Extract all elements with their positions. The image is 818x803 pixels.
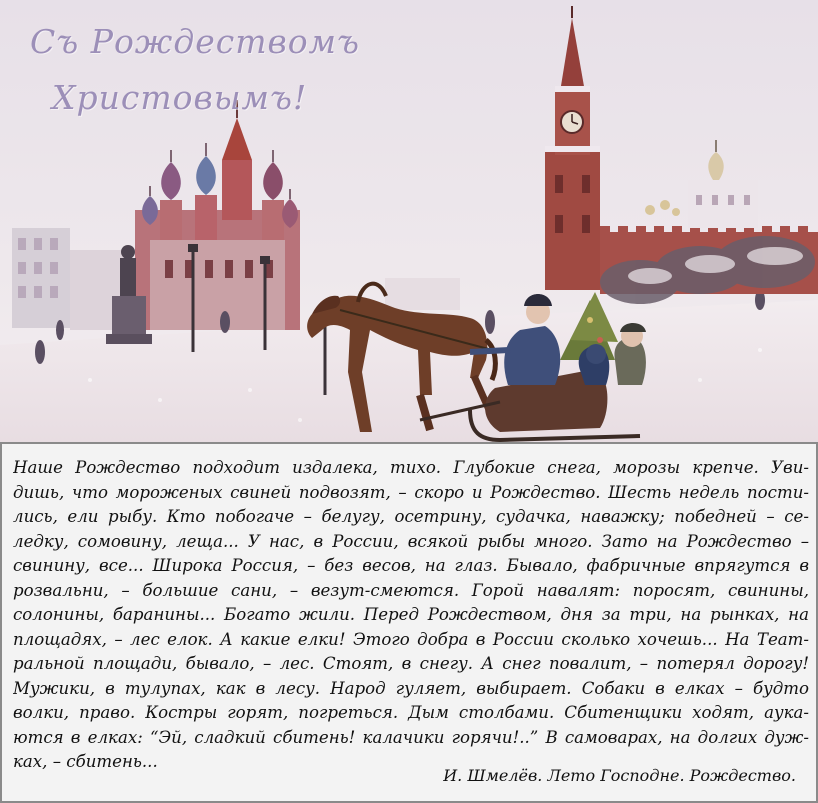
quote-line: ках, – сбитень... xyxy=(13,752,158,771)
quote-line: площадях, – лес елок. А какие елки! Этого добра в России сколько хочешь... На Теат- xyxy=(13,629,809,649)
quote-attribution: И. Шмелёв. Лето Господне. Рождество. xyxy=(443,766,796,785)
quote-line: ральной площади, бывало, – лес. Стоят, в снегу. А снег повалит, – потерял дорогу! xyxy=(13,654,809,673)
greeting-line-1: Съ Рождествомъ xyxy=(30,22,360,61)
quote-line: солонины, баранины... Богато жили. Перед Рождеством, дня за три, на рынках, на xyxy=(13,605,809,624)
quote-panel xyxy=(0,442,818,803)
quote-line: волки, право. Костры горят, погреться. Дым столбами. Сбитенщики ходят, аука- xyxy=(13,703,809,722)
greeting-line-2: Христовымъ! xyxy=(52,78,308,117)
quote-line: ледку, сомовину, леща... У нас, в России, всякой рыбы много. Зато на Рождество – xyxy=(13,531,809,551)
quote-line: розвальни, – большие сани, – везут-смеются. Горой навалят: поросят, свинины, xyxy=(13,580,809,600)
quote-line: Наше Рождество подходит издалека, тихо. Глубокие снега, морозы крепче. Уви- xyxy=(13,458,809,477)
quote-line: ются в елках: “Эй, сладкий сбитень! калачики горячи!..” В самоварах, на долгих дуж- xyxy=(13,727,809,747)
distant-building xyxy=(385,278,460,310)
quote-line: дишь, что мороженых свиней подвозят, – скоро и Рождество. Шесть недель пости- xyxy=(13,482,809,502)
quote-line: свинину, все... Широка Россия, – без весов, на глаз. Бывало, фабричные впрягутся в xyxy=(13,556,809,575)
quote-line: лись, ели рыбу. Кто побогаче – белугу, осетрину, судачка, наважку; победней – се- xyxy=(13,507,809,526)
quote-line: Мужики, в тулупах, как в лесу. Народ гуляет, выбирает. Собаки в елках – будто xyxy=(13,678,809,698)
quote-text xyxy=(13,456,809,771)
